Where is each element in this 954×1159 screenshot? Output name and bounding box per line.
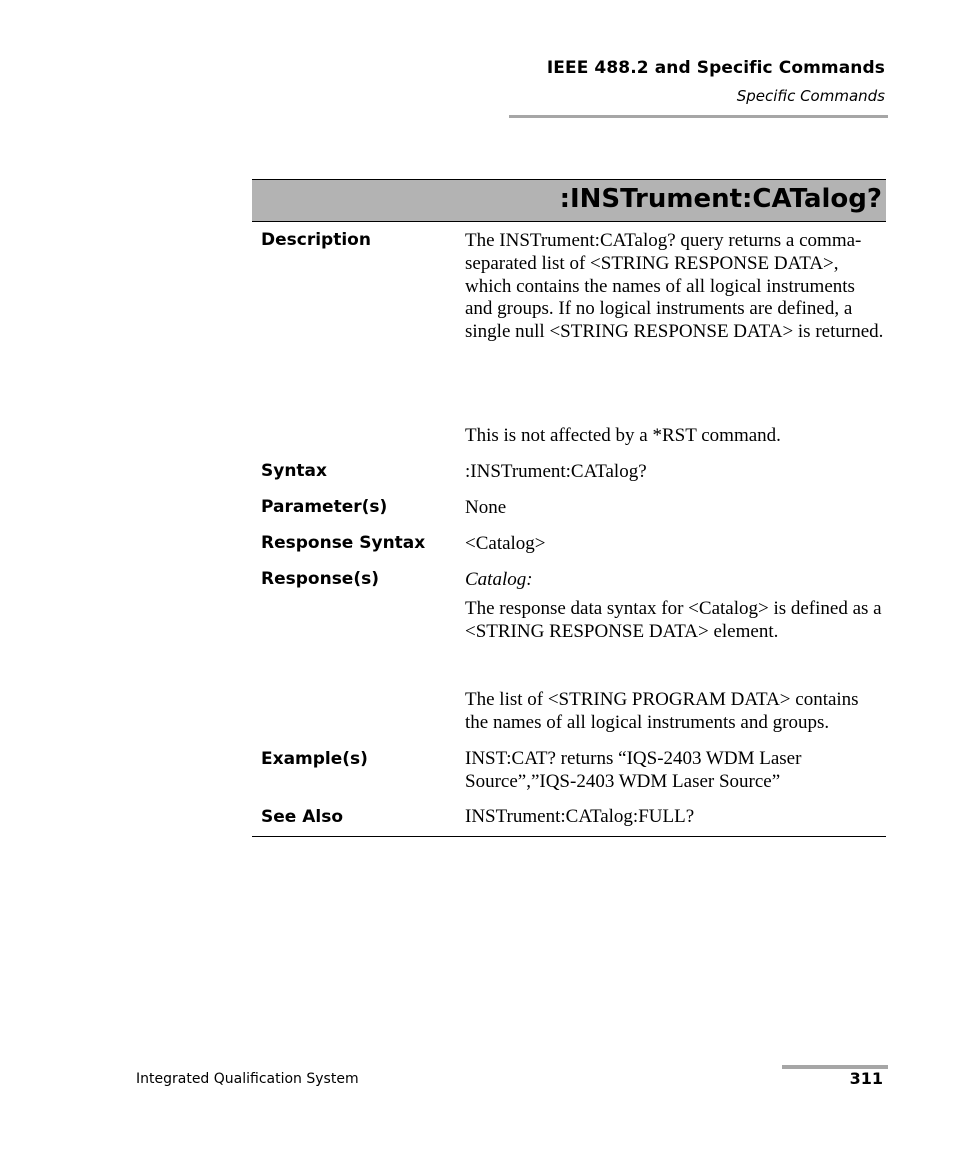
syntax-value: :INSTrument:CATalog? <box>465 461 647 482</box>
parameters-value: None <box>465 497 507 518</box>
examples-value: INST:CAT? returns “IQS-2403 WDM Laser Source”,”IQS-2403 WDM Laser Source” <box>465 748 802 792</box>
response-text: The response data syntax for <Catalog> is defined as a <STRING RESPONSE DATA> element. <box>465 598 882 642</box>
parameters-label: Parameter(s) <box>261 497 388 517</box>
footer-doc-title: Integrated Qualification System <box>136 1071 359 1087</box>
see-also-label: See Also <box>261 807 344 827</box>
page-number: 311 <box>849 1069 883 1088</box>
description-note: This is not affected by a *RST command. <box>465 425 781 446</box>
description-label: Description <box>261 230 371 250</box>
command-title: :INSTrument:CATalog? <box>559 184 882 214</box>
see-also-value: INSTrument:CATalog:FULL? <box>465 806 695 827</box>
command-title-bar <box>252 179 886 222</box>
responses-label: Response(s) <box>261 569 379 589</box>
description-text: The INSTrument:CATalog? query returns a comma-separated list of <STRING RESPONSE DATA>, which contains the names of all logical instruments and groups. If no logical instruments are defined, a single null <STRING RESPONSE DATA> is returned. <box>465 230 884 343</box>
header-rule <box>509 115 888 118</box>
response-name: Catalog: <box>465 569 533 590</box>
examples-label: Example(s) <box>261 749 368 769</box>
running-header-subtitle: Specific Commands <box>736 87 885 105</box>
response-syntax-label: Response Syntax <box>261 533 426 553</box>
running-header-title: IEEE 488.2 and Specific Commands <box>546 58 885 78</box>
response-syntax-value: <Catalog> <box>465 533 546 554</box>
response-note: The list of <STRING PROGRAM DATA> contains the names of all logical instruments and groups. <box>465 689 859 733</box>
table-bottom-rule <box>252 836 886 837</box>
syntax-label: Syntax <box>261 461 327 481</box>
